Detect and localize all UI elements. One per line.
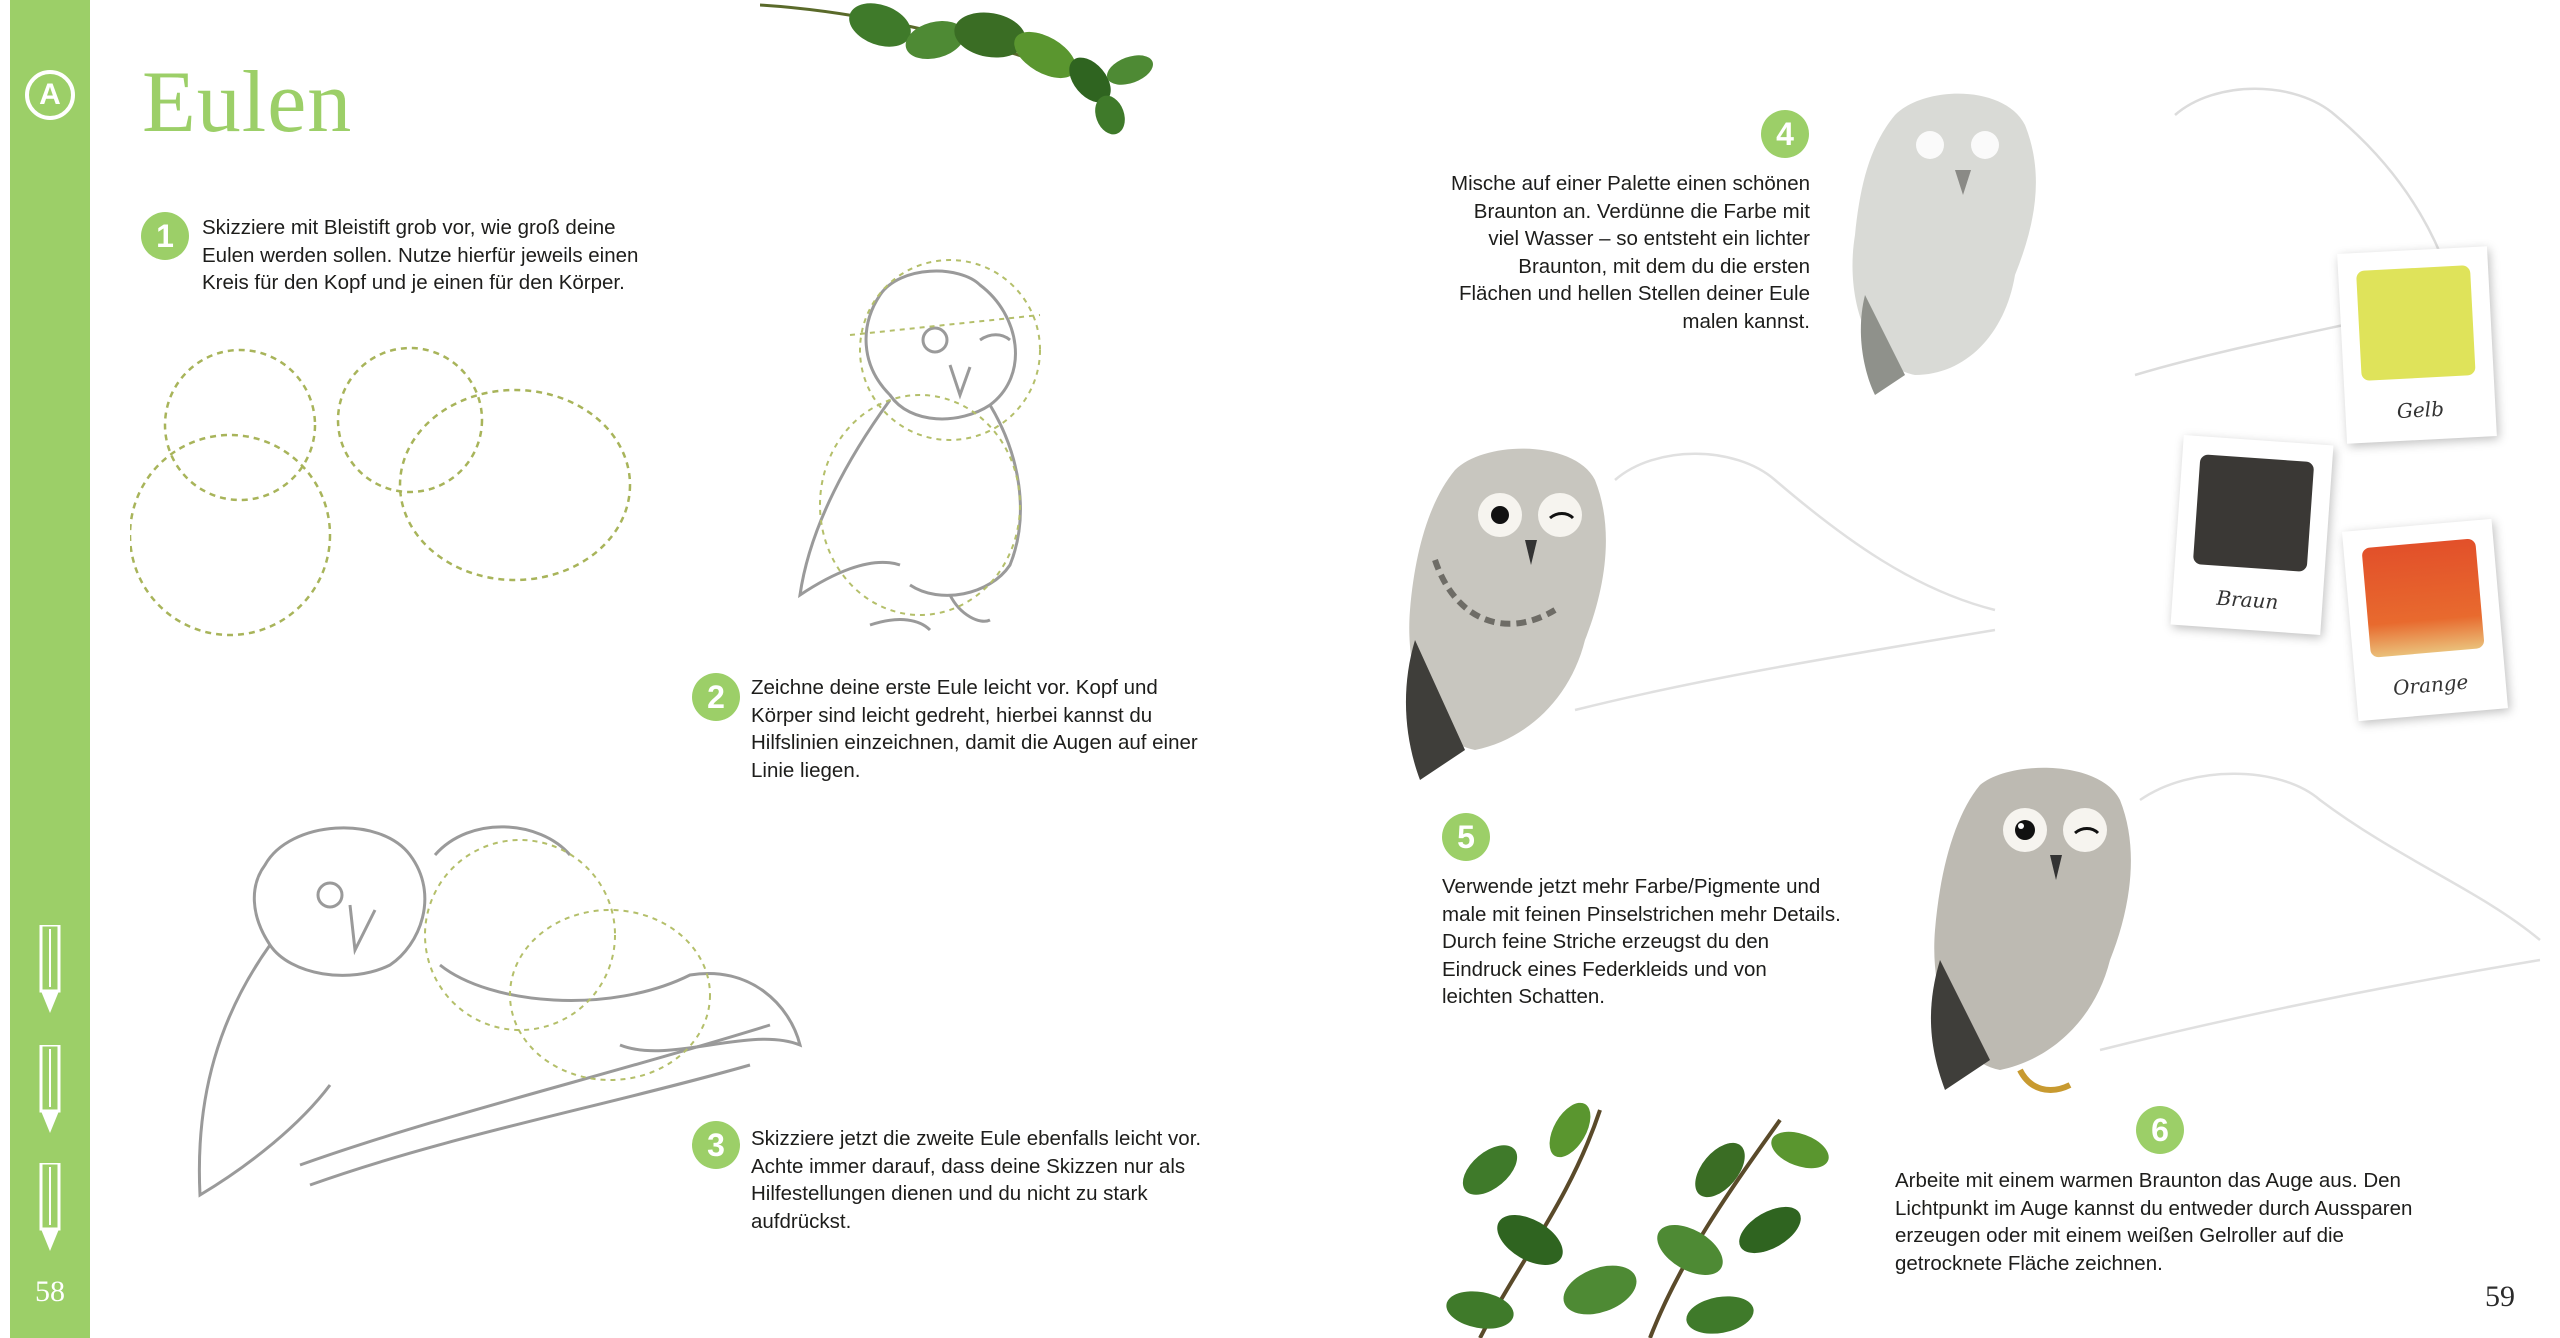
page-number-left: 58 (35, 1275, 65, 1308)
leaf-branch-illustration (760, 0, 1180, 170)
step-text-4: Mische auf einer Palette einen schönen Braunton an. Verdünne die Farbe mit viel Wasser – so entsteht ein lichter Braunton, mit dem du die ersten Flächen und hellen Stellen deiner Eule malen kannst. (1451, 172, 1810, 333)
swatch-label: Braun (2215, 585, 2280, 614)
step-number-1: 1 (141, 212, 189, 260)
step-number-5: 5 (1442, 813, 1490, 861)
chapter-sidebar (10, 0, 90, 1338)
step-text-1: Skizziere mit Bleistift grob vor, wie groß deine Eulen werden sollen. Nutze hierfür jeweils einen Kreis für den Kopf und je einen für den Körper. (202, 216, 639, 294)
page-title: Eulen (142, 54, 353, 151)
color-swatch-card (2337, 246, 2497, 444)
step-text-2: Zeichne deine erste Eule leicht vor. Kopf und Körper sind leicht gedreht, hierbei kannst du Hilfslinien einzeichnen, damit die Augen auf einer Linie liegen. (751, 676, 1198, 782)
pencil-icon (38, 1163, 62, 1253)
swatch-label: Orange (2392, 669, 2470, 700)
owl-sketch-illustration (790, 255, 1050, 640)
color-swatch (2362, 538, 2485, 658)
color-swatch-card (2342, 519, 2508, 721)
chapter-badge: A (25, 70, 75, 120)
step-number-6: 6 (2136, 1106, 2184, 1154)
step-number-3: 3 (692, 1121, 740, 1169)
owl-finished-illustration (1900, 760, 2560, 1140)
step-text-3: Skizziere jetzt die zweite Eule ebenfalls leicht vor. Achte immer darauf, dass deine Skizzen nur als Hilfestellungen dienen und du nicht zu stark aufdrückst. (751, 1127, 1202, 1233)
step-number-4: 4 (1761, 110, 1809, 158)
step-text-5: Verwende jetzt mehr Farbe/Pigmente und male mit feinen Pinselstrichen mehr Details. Durch feine Striche erzeugst du den Eindruck eines Federkleids und von leichten Schatten. (1442, 875, 1841, 1008)
pencil-icon (38, 925, 62, 1015)
leaf-branch-illustration (1420, 1080, 1900, 1338)
step-text-6: Arbeite mit einem warmen Braunton das Auge aus. Den Lichtpunkt im Auge kannst du entweder durch Aussparen erzeugen oder mit einem weißen Gelroller auf die getrocknete Fläche zeichnen. (1895, 1169, 2413, 1275)
color-swatch (2356, 265, 2476, 381)
right-page (1280, 0, 2560, 1338)
swatch-label: Gelb (2396, 396, 2445, 424)
owl-detailed-wash-illustration (1395, 440, 2295, 810)
circles-sketch (130, 345, 650, 655)
pencil-icon (38, 1045, 62, 1135)
step-number-2: 2 (692, 673, 740, 721)
page-number-right: 59 (2485, 1280, 2515, 1313)
